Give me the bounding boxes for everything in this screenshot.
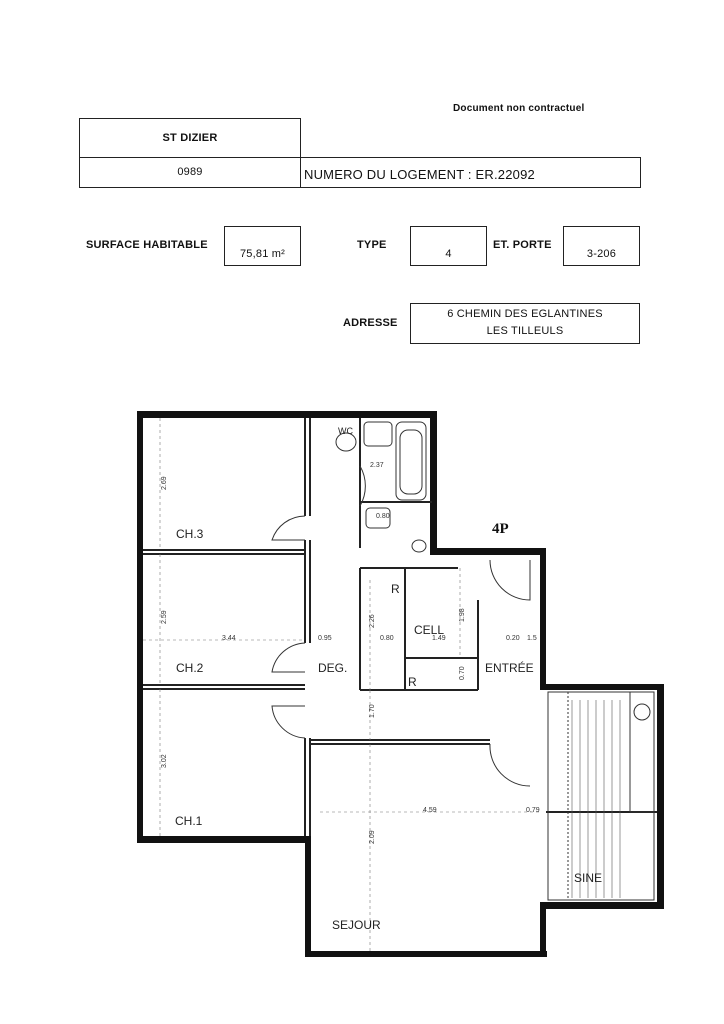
- housing-number: NUMERO DU LOGEMENT : ER.22092: [304, 167, 535, 182]
- dimension-label: 0.79: [526, 807, 540, 814]
- dimension-label: 2.37: [370, 462, 384, 469]
- room-label-cell: CELL: [414, 623, 445, 637]
- bathroom-fixtures: [336, 422, 426, 552]
- city-name: ST DIZIER: [162, 132, 218, 144]
- dimension-label: 2.09: [369, 830, 376, 844]
- dimension-label: 2.59: [161, 610, 168, 624]
- room-label-wc: WC: [338, 426, 353, 436]
- room-label-cuisine: SINE: [574, 871, 603, 885]
- surface-value: 75,81 m²: [239, 248, 285, 260]
- room-label-ch2: CH.2: [176, 661, 204, 675]
- address-line-1: 6 CHEMIN DES EGLANTINES: [447, 308, 603, 320]
- dimension-label: 1.49: [432, 635, 446, 642]
- dimension-label: 1.70: [369, 704, 376, 718]
- type-value: 4: [445, 248, 452, 260]
- dimension-label: 4.59: [423, 807, 437, 814]
- address-line-2: LES TILLEULS: [486, 325, 564, 337]
- address-label: ADRESSE: [343, 317, 398, 329]
- dimension-label: 3.44: [222, 635, 236, 642]
- building-code: 0989: [177, 166, 203, 178]
- room-label-entree: ENTRÉE: [485, 661, 534, 675]
- dimension-label: 1.98: [459, 608, 466, 622]
- dimension-label: 0.80: [380, 635, 394, 642]
- room-label-ch3: CH.3: [176, 527, 204, 541]
- room-label-sejour: SEJOUR: [332, 918, 381, 932]
- surface-label: SURFACE HABITABLE: [86, 239, 208, 251]
- kitchen-fixtures: [548, 692, 654, 900]
- dimension-label: 0.80: [376, 513, 390, 520]
- dimension-label: 2.69: [161, 476, 168, 490]
- dimension-label: 0.95: [318, 635, 332, 642]
- floor-door-label: ET. PORTE: [493, 239, 552, 251]
- dimension-label: 2.26: [369, 614, 376, 628]
- placard-label-2: R: [408, 675, 417, 689]
- floor-door-value: 3-206: [586, 248, 617, 260]
- type-label: TYPE: [357, 239, 387, 251]
- dimension-label: 1.5: [527, 635, 537, 642]
- room-label-deg: DEG.: [318, 661, 348, 675]
- apartment-type-badge: 4P: [492, 521, 509, 537]
- dimension-label: 0.70: [459, 666, 466, 680]
- dimension-label: 3.02: [161, 754, 168, 768]
- room-label-ch1: CH.1: [175, 814, 203, 828]
- placard-label-1: R: [391, 582, 400, 596]
- kitchen-hatching: [572, 700, 620, 898]
- dimension-label: 0.20: [506, 635, 520, 642]
- disclaimer: Document non contractuel: [453, 103, 585, 114]
